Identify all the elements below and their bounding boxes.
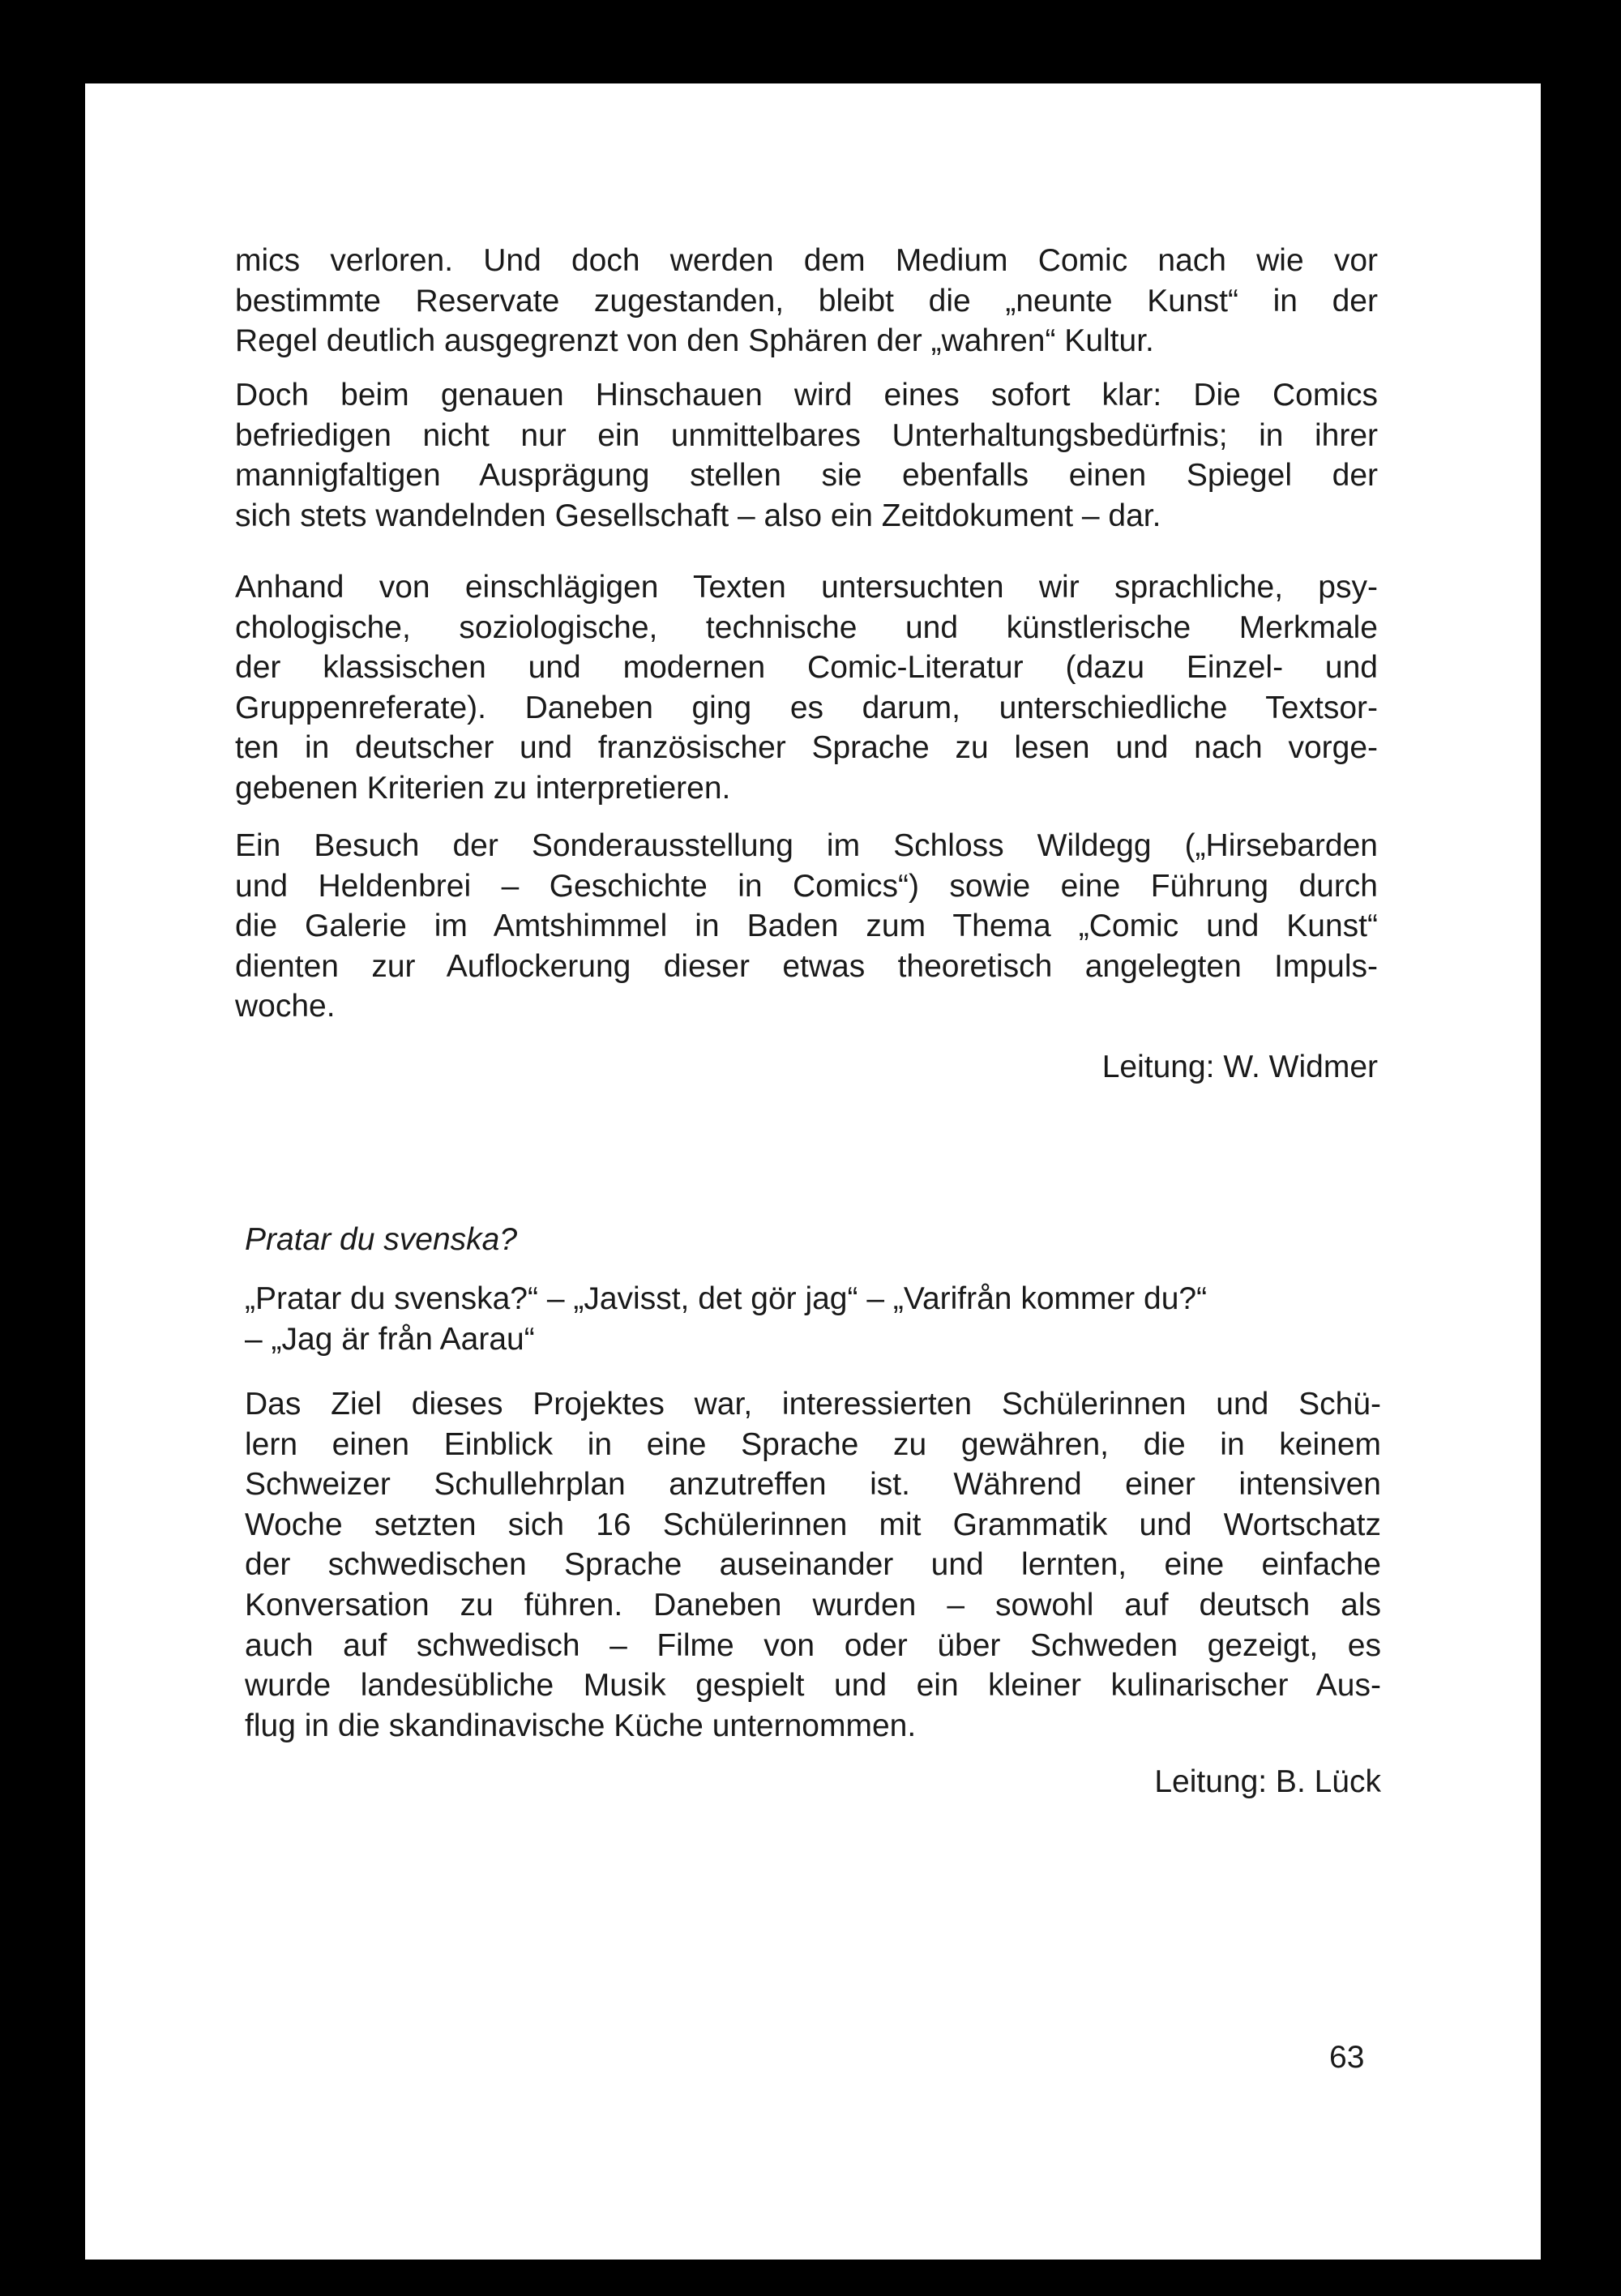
text-line: Ein Besuch der Sonderausstellung im Schloss Wildegg („Hirsebarden — [235, 828, 1378, 863]
text-line: Woche setzten sich 16 Schülerinnen mit Grammatik und Wortschatz — [245, 1507, 1381, 1542]
text-line: chologische, soziologische, technische und künstlerische Merkmale — [235, 609, 1378, 645]
text-line: die Galerie im Amtshimmel in Baden zum Thema „Comic und Kunst“ — [235, 909, 1378, 944]
paragraph-3 — [235, 567, 1378, 809]
text-line: befriedigen nicht nur ein unmittelbares Unterhaltungsbedürfnis; in ihrer — [235, 417, 1378, 453]
credit-lueck: Leitung: B. Lück — [1154, 1764, 1381, 1799]
paragraph-body — [245, 1384, 1381, 1746]
paragraph-1 — [235, 241, 1378, 361]
text-line: wurde landesübliche Musik gespielt und ein kleiner kulinarischer Aus- — [245, 1668, 1381, 1704]
section-heading: Pratar du svenska? — [245, 1222, 518, 1257]
paragraph-2 — [235, 375, 1378, 536]
quote — [245, 1279, 1381, 1359]
text-line: Regel deutlich ausgegrenzt von den Sphären der „wahren“ Kultur. — [235, 323, 1154, 359]
text-line: mics verloren. Und doch werden dem Medium Comic nach wie vor — [235, 243, 1378, 278]
text-line: lern einen Einblick in eine Sprache zu gewähren, die in keinem — [245, 1426, 1381, 1462]
text-line: sich stets wandelnden Gesellschaft – also ein Zeitdokument – dar. — [235, 498, 1161, 533]
text-line: und Heldenbrei – Geschichte in Comics“) sowie eine Führung durch — [235, 868, 1378, 904]
text-line: Anhand von einschlägigen Texten untersuchten wir sprachliche, psy- — [235, 570, 1378, 605]
text-line: der schwedischen Sprache auseinander und lernten, eine einfache — [245, 1547, 1381, 1583]
text-line: Schweizer Schullehrplan anzutreffen ist. Während einer intensiven — [245, 1467, 1381, 1503]
text-line: ten in deutscher und französischer Sprache zu lesen und nach vorge- — [235, 730, 1378, 766]
text-line: gebenen Kriterien zu interpretieren. — [235, 770, 731, 806]
text-line: – „Jag är från Aarau“ — [245, 1321, 535, 1357]
text-line: flug in die skandinavische Küche unternommen. — [245, 1708, 917, 1743]
text-line: dienten zur Auflockerung dieser etwas theoretisch angelegten Impuls- — [235, 948, 1378, 984]
text-line: Doch beim genauen Hinschauen wird eines sofort klar: Die Comics — [235, 378, 1378, 413]
credit-widmer: Leitung: W. Widmer — [1101, 1050, 1378, 1084]
text-line: Das Ziel dieses Projektes war, interessierten Schülerinnen und Schü- — [245, 1387, 1381, 1422]
text-line: woche. — [235, 989, 336, 1024]
text-line: der klassischen und modernen Comic-Literatur (dazu Einzel- und — [235, 650, 1378, 686]
text-line: bestimmte Reservate zugestanden, bleibt die „neunte Kunst“ in der — [235, 283, 1378, 319]
page-number: 63 — [1329, 2040, 1365, 2075]
text-line: auch auf schwedisch – Filme von oder über Schweden gezeigt, es — [245, 1627, 1381, 1663]
text-line: mannigfaltigen Ausprägung stellen sie ebenfalls einen Spiegel der — [235, 458, 1378, 494]
text-line: Konversation zu führen. Daneben wurden – sowohl auf deutsch als — [245, 1587, 1381, 1623]
paragraph-4 — [235, 826, 1378, 1027]
text-line: Gruppenreferate). Daneben ging es darum, unterschiedliche Textsor- — [235, 690, 1378, 725]
text-line: „Pratar du svenska?“ – „Javisst, det gör jag“ – „Varifrån kommer du?“ — [245, 1281, 1208, 1316]
